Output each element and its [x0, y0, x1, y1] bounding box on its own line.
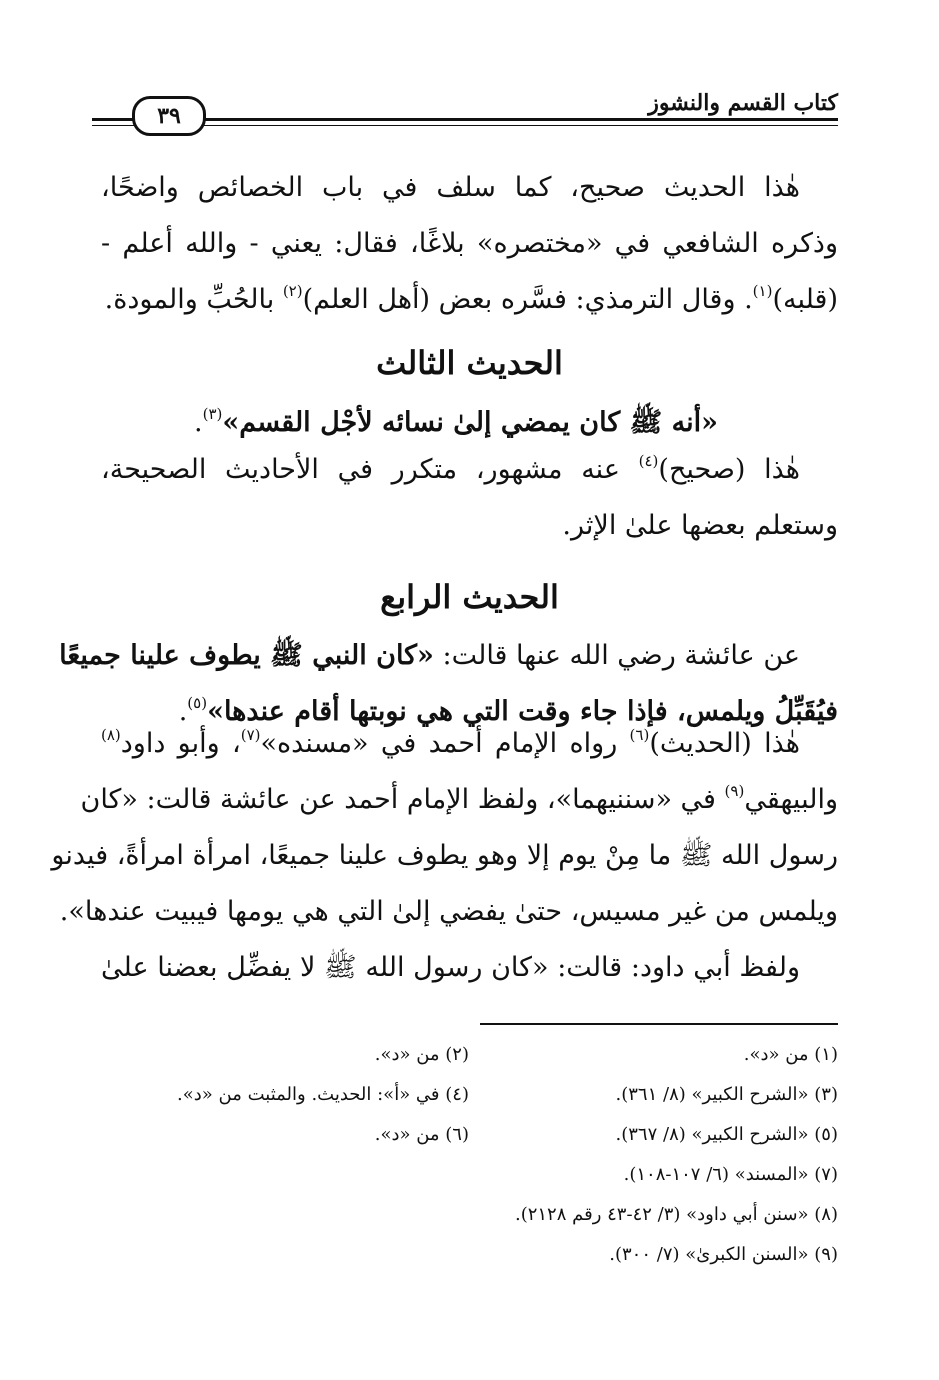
text-line: [80, 772, 838, 828]
text-span: . وقال الترمذي: فسَّره بعض (أهل العلم): [302, 284, 753, 315]
text-line: [101, 272, 838, 328]
text-line: ويلمس من غير مسيس، حتىٰ يفضي إلىٰ التي هي يومها فيبيت عندها».: [59, 896, 838, 927]
footnote-ref[interactable]: (٤): [638, 452, 659, 470]
text-span: في «سننيهما»، ولفظ الإمام أحمد عن عائشة قالت: «كان: [80, 784, 725, 815]
text-span: عنه مشهور، متكرر في الأحاديث الصحيحة،: [101, 454, 639, 485]
hadith-quote: «أنه ﷺ كان يمضي إلىٰ نسائه لأجْل القسم»: [222, 407, 718, 438]
footnote-ref[interactable]: (١): [752, 282, 773, 300]
footnote-ref[interactable]: (٩): [724, 782, 745, 800]
running-header-title: كتاب القسم والنشوز: [640, 88, 838, 118]
text-line: وذكره الشافعي في «مختصره» بلاغًا، فقال: يعني - والله أعلم -: [101, 228, 838, 259]
paragraph-1: [101, 160, 838, 328]
text-span: عن عائشة رضي الله عنها قالت:: [433, 640, 800, 671]
text-line: رسول الله ﷺ ما مِنْ يوم إلا وهو يطوف علينا جميعًا، امرأة امرأةً، فيدنو: [51, 840, 838, 871]
text-line: [101, 442, 838, 498]
text-span: ، وأبو داود: [120, 728, 241, 759]
page-number-badge: [132, 96, 206, 136]
footnote-ref[interactable]: (٧): [240, 726, 261, 744]
text-span: هٰذا (صحيح): [658, 454, 801, 485]
text-line: وستعلم بعضها علىٰ الإثر.: [562, 510, 838, 541]
text-span: .: [193, 407, 203, 438]
text-line: [59, 628, 838, 684]
footnote-8: (٨) «سنن أبي داود» (٣/ ٤٢-٤٣ رقم ٢١٢٨).: [514, 1204, 838, 1225]
text-span: رواه الإمام أحمد في «مسنده»: [260, 728, 630, 759]
hadith-quote: «كان النبي ﷺ يطوف علينا جميعًا: [59, 640, 434, 671]
footnote-ref[interactable]: (٢): [282, 282, 303, 300]
page-number: ٣٩: [157, 103, 181, 129]
text-span: .: [178, 696, 188, 727]
section-heading-fourth-hadith: الحديث الرابع: [380, 578, 559, 616]
footnote-1: (١) من «د».: [743, 1044, 838, 1065]
text-line: ولفظ أبي داود: قالت: «كان رسول الله ﷺ لا يفضِّل بعضنا علىٰ: [101, 952, 800, 983]
paragraph-3: [101, 442, 838, 554]
text-span: بالحُبِّ والمودة.: [104, 284, 283, 315]
footnote-5: (٥) «الشرح الكبير» (٨/ ٣٦٧).: [615, 1124, 838, 1145]
footnote-9: (٩) «السنن الكبرىٰ» (٧/ ٣٠٠).: [609, 1244, 838, 1265]
text-span: هٰذا (الحديث): [649, 728, 800, 759]
hadith-quote: فيُقَبِّلُ ويلمس، فإذا جاء وقت التي هي نوبتها أقام عندها»: [207, 696, 838, 727]
footnote-3: (٣) «الشرح الكبير» (٨/ ٣٦١).: [615, 1084, 838, 1105]
footnote-ref[interactable]: (٦): [629, 726, 650, 744]
text-span: والبيهقي: [744, 784, 838, 815]
footnote-separator: [480, 1023, 838, 1025]
text-span: (قلبه): [772, 284, 838, 315]
text-line: [101, 716, 838, 772]
footnote-ref[interactable]: (٥): [187, 694, 208, 712]
footnote-6: (٦) من «د».: [374, 1124, 469, 1145]
footnote-ref[interactable]: (٣): [202, 405, 223, 423]
paragraph-4: [51, 716, 838, 996]
text-line: هٰذا الحديث صحيح، كما سلف في باب الخصائص واضحًا،: [101, 172, 800, 203]
footnote-7: (٧) «المسند» (٦/ ١٠٧-١٠٨).: [623, 1164, 838, 1185]
footnote-ref[interactable]: (٨): [101, 726, 121, 744]
section-heading-third-hadith: الحديث الثالث: [376, 344, 563, 382]
footnote-2: (٢) من «د».: [374, 1044, 469, 1065]
footnote-4: (٤) في «أ»: الحديث. والمثبت من «د».: [177, 1084, 469, 1105]
